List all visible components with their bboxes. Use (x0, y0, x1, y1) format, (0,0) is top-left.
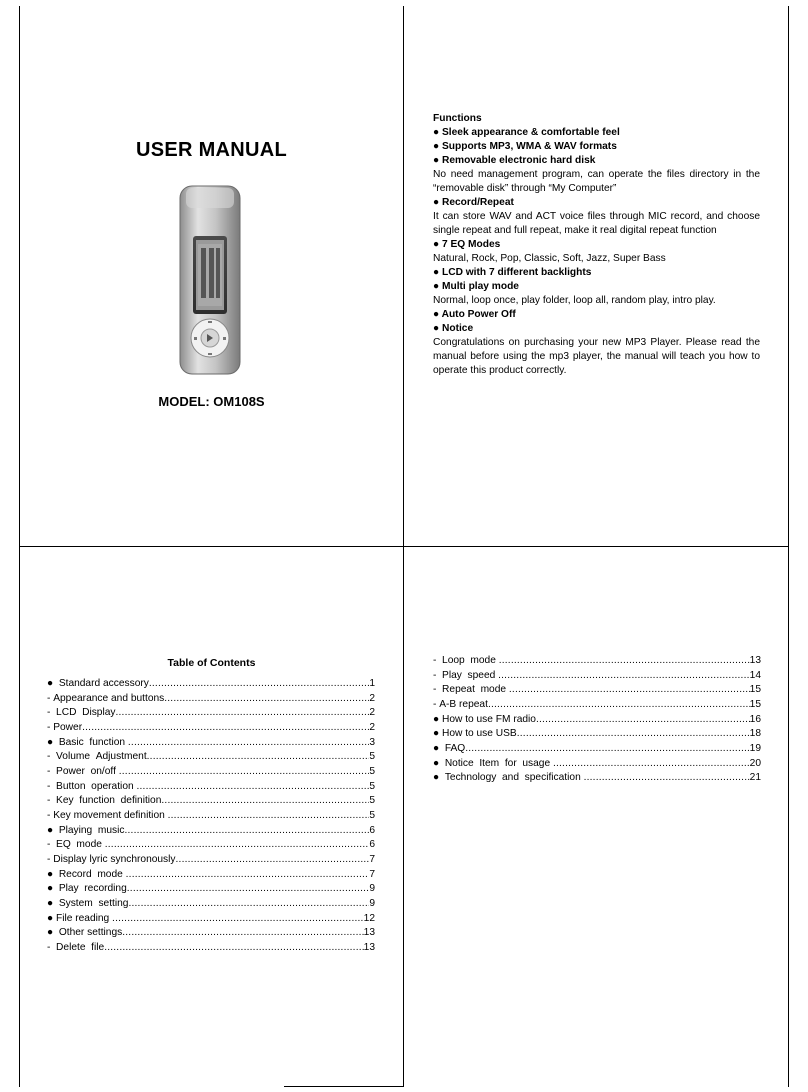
toc-entry-label: - Loop mode (433, 655, 499, 666)
toc-entry (47, 780, 375, 795)
toc-entry (433, 727, 761, 742)
toc-entry-page: 1 (369, 678, 375, 689)
toc-entry-label: - A-B repeat (433, 698, 488, 710)
toc-entry-page: 7 (369, 868, 375, 880)
toc-entry-label: ● File reading (47, 912, 113, 924)
toc-entry-label: - Play speed (433, 669, 499, 681)
toc-entry-page: 2 (369, 721, 375, 733)
toc-entry (433, 698, 761, 713)
toc-entry-label: - Key function definition (47, 795, 162, 807)
function-heading: ● Multi play mode (433, 281, 519, 292)
toc-entry-page: 9 (369, 883, 375, 895)
toc-entry-label: ● Record mode (47, 868, 126, 880)
toc-entry-page: 12 (363, 912, 375, 924)
toc-entry (47, 926, 375, 941)
toc-entry (433, 683, 761, 698)
function-heading: ● Supports MP3, WMA & WAV formats (433, 141, 617, 152)
toc-entry-label: ● System setting (47, 897, 129, 909)
function-heading: ● LCD with 7 different backlights (433, 267, 592, 278)
toc-entry (47, 941, 375, 956)
toc-entry (47, 765, 375, 780)
toc-entry-page: 21 (749, 772, 761, 784)
function-heading: ● Record/Repeat (433, 197, 514, 208)
toc-entry (47, 736, 375, 751)
toc-entry-label: - Repeat mode (433, 684, 509, 696)
function-heading: ● Notice (433, 323, 474, 334)
toc-entry-label: ● Technology and specification (433, 772, 584, 784)
manual-title: USER MANUAL (135, 139, 288, 161)
toc-entry-leader (116, 706, 370, 721)
toc-entry (47, 824, 375, 839)
toc-entry-leader (105, 838, 370, 853)
toc-entry-page: 20 (749, 757, 761, 769)
toc-entry-leader (82, 721, 369, 736)
toc-entry-page: 13 (363, 941, 375, 953)
toc-entry-label: - Display lyric synchronously (47, 853, 176, 865)
toc-entry-leader (126, 868, 370, 883)
toc-entry (47, 721, 375, 736)
function-heading: Functions (433, 113, 482, 124)
toc-entry (47, 868, 375, 883)
toc-entry (433, 669, 761, 684)
toc-entry (47, 838, 375, 853)
function-description: No need management program, can operate the files directory in the “removable disk” through “My Computer” (433, 169, 760, 194)
toc-entry-label: ● Notice Item for usage (433, 757, 553, 769)
toc-entry (47, 853, 375, 868)
function-description: Natural, Rock, Pop, Classic, Soft, Jazz, Super Bass (433, 253, 666, 264)
toc-entry-leader (553, 757, 750, 772)
toc-entry-leader (488, 698, 750, 713)
toc-entry-page: 9 (369, 897, 375, 909)
model-number: MODEL: OM108S (158, 394, 265, 409)
toc-entry-page: 5 (369, 751, 375, 763)
function-heading: ● Auto Power Off (433, 309, 516, 320)
toc-entry-label: ● How to use USB (433, 728, 517, 740)
toc-entry-leader (128, 897, 369, 912)
toc-entry-label: - Button operation (47, 780, 137, 792)
toc-entry-leader (499, 654, 750, 669)
toc-entry-label: - LCD Display (47, 707, 116, 719)
function-description: It can store WAV and ACT voice files through MIC record, and choose single repeat and full repeat, make it real digital repeat function (433, 211, 760, 236)
toc-entry-leader (164, 692, 369, 707)
toc-entry (47, 897, 375, 912)
toc-entry-page: 2 (369, 692, 375, 704)
toc-entry-leader (147, 750, 370, 765)
toc-entry-leader (168, 809, 370, 824)
toc-entry-page: 19 (749, 742, 761, 754)
toc-entry (433, 742, 761, 757)
toc-entry-label: ● Standard accessory (47, 678, 149, 689)
toc-entry-leader (128, 736, 369, 751)
toc-entry-leader (112, 912, 364, 927)
toc-entry-leader (584, 771, 750, 786)
toc-entry-page: 16 (749, 713, 761, 725)
toc-entry-page: 7 (369, 853, 375, 865)
toc-entry-label: - Delete file (47, 941, 105, 953)
toc-entry (47, 794, 375, 809)
toc-title: Table of Contents (167, 657, 256, 669)
toc-entry (433, 654, 761, 669)
toc-entry-page: 14 (749, 669, 761, 681)
toc-entry (433, 771, 761, 786)
toc-entry-leader (498, 669, 750, 684)
toc-entry-page: 6 (369, 824, 375, 836)
toc-entry (47, 809, 375, 824)
toc-entry-page: 5 (369, 765, 375, 777)
toc-entry-page: 18 (749, 728, 761, 740)
toc-entry-label: ● FAQ (433, 742, 466, 754)
toc-entry-page: 13 (363, 927, 375, 939)
page-divider-horizontal (19, 546, 789, 547)
function-description: Normal, loop once, play folder, loop all, random play, intro play. (433, 295, 716, 306)
toc-entry-label: - Key movement definition (47, 809, 168, 821)
toc-entry (47, 677, 375, 692)
toc-entry (433, 713, 761, 728)
toc-entry-label: - Power on/off (47, 765, 119, 777)
toc-entry-leader (127, 882, 370, 897)
toc-entry (47, 750, 375, 765)
toc-entry-page: 15 (749, 684, 761, 696)
toc-entry-leader (517, 727, 750, 742)
function-heading: ● Removable electronic hard disk (433, 155, 596, 166)
toc-entry-leader (136, 780, 369, 795)
mp3-player-image (176, 184, 246, 376)
toc-entry-leader (125, 824, 370, 839)
toc-entry-page: 5 (369, 795, 375, 807)
toc-entry-leader (465, 742, 749, 757)
toc-entry-label: ● Other settings (47, 927, 123, 939)
toc-entry-page: 5 (369, 780, 375, 792)
toc-entry-page: 2 (369, 707, 375, 719)
toc-entry-page: 6 (369, 839, 375, 851)
toc-entry-leader (122, 926, 363, 941)
toc-entry-leader (536, 713, 750, 728)
toc-entry-page: 3 (369, 736, 375, 748)
toc-entry-label: ● How to use FM radio (433, 713, 536, 725)
toc-entry-label: - EQ mode (47, 839, 105, 851)
toc-entry-leader (509, 683, 750, 698)
functions-section (433, 112, 760, 378)
toc-entry (47, 706, 375, 721)
toc-list-left (47, 677, 375, 955)
toc-entry-leader (104, 941, 363, 956)
page-border-bottom (284, 1086, 404, 1087)
function-heading: ● Sleek appearance & comfortable feel (433, 127, 620, 138)
toc-entry (47, 692, 375, 707)
toc-entry-page: 5 (369, 809, 375, 821)
toc-entry-leader (149, 677, 369, 692)
toc-entry-label: - Appearance and buttons (47, 692, 165, 704)
toc-entry-leader (161, 794, 369, 809)
toc-entry-leader (119, 765, 370, 780)
toc-entry-label: ● Playing music (47, 824, 125, 836)
function-heading: ● 7 EQ Modes (433, 239, 501, 250)
toc-entry-leader (176, 853, 370, 868)
toc-entry-page: 15 (749, 698, 761, 710)
toc-entry (47, 912, 375, 927)
toc-entry (47, 882, 375, 897)
function-description: Congratulations on purchasing your new MP3 Player. Please read the manual before using the mp3 player, the manual will teach you how to operate this product correctly. (433, 337, 760, 376)
toc-entry-page: 13 (749, 655, 761, 666)
toc-entry-label: - Volume Adjustment (47, 751, 147, 763)
toc-entry-label: - Power (47, 721, 83, 733)
toc-entry-label: ● Basic function (47, 736, 128, 748)
toc-list-right (433, 654, 761, 786)
toc-entry-label: ● Play recording (47, 883, 127, 895)
toc-entry (433, 757, 761, 772)
